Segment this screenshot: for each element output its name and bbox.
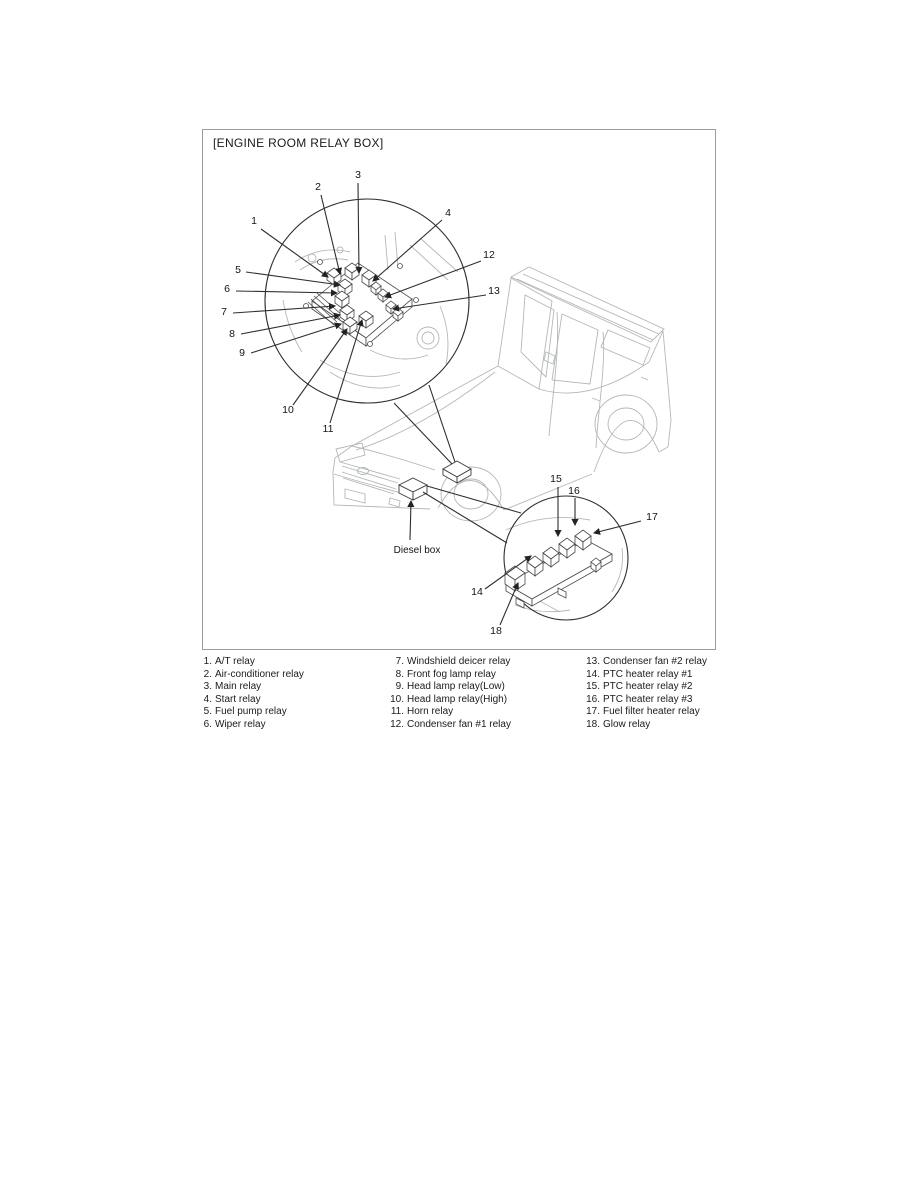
legend-item: 16. PTC heater relay #3 [586,693,693,705]
diesel-box-label: Diesel box [393,545,441,556]
legend-item: 17. Fuel filter heater relay [586,706,700,718]
legend-item: 7. Windshield deicer relay [395,656,511,667]
legend-label: Head lamp relay(Low) [407,681,505,693]
legend-item: 4. Start relay [203,693,261,705]
legend-label: Glow relay [603,718,651,730]
legend-item: 8. Front fog lamp relay [395,668,496,680]
legend-label: Windshield deicer relay [407,656,511,667]
callout-number-15: 15 [550,473,562,485]
legend-item: 3. Main relay [203,681,262,693]
legend-item: 2. Air-conditioner relay [203,668,304,680]
diesel-box-marker [399,478,427,500]
legend-label: Condenser fan #2 relay [603,656,707,667]
callout-number-13: 13 [488,285,500,297]
legend-item: 18. Glow relay [586,718,651,730]
legend-item: 5. Fuel pump relay [203,706,287,718]
diagram-title: [ENGINE ROOM RELAY BOX] [213,136,384,150]
legend-column-2 [388,656,511,732]
legend-label: Air-conditioner relay [215,668,304,680]
callout-number-18: 18 [490,625,502,637]
legend-item: 14. PTC heater relay #1 [586,668,693,680]
legend-label: Start relay [215,693,261,705]
legend-item: 11. Horn relay [390,706,454,718]
legend-item: 12. Condenser fan #1 relay [390,718,511,730]
legend-label: PTC heater relay #1 [603,668,693,680]
callout-number-9: 9 [239,347,245,359]
legend-label: Condenser fan #1 relay [407,718,511,730]
legend-label: PTC heater relay #2 [603,681,693,693]
callout-number-1: 1 [251,215,257,227]
legend-label: Fuel filter heater relay [603,706,700,718]
callout-number-11: 11 [322,423,334,435]
callout-number-10: 10 [282,404,294,416]
legend-label: PTC heater relay #3 [603,693,693,705]
legend-label: Wiper relay [215,718,266,730]
legend-item: 10. Head lamp relay(High) [390,693,508,705]
legend-column-1 [203,656,304,732]
legend-item: 9. Head lamp relay(Low) [395,681,505,693]
callout-number-17: 17 [646,511,658,523]
legend-item: 13. Condenser fan #2 relay [586,656,707,667]
magnifier-leader-lines-diesel-box [423,486,521,543]
callout-number-5: 5 [235,264,241,276]
callout-number-16: 16 [568,485,580,497]
legend-label: Front fog lamp relay [407,668,496,680]
legend-label: Fuel pump relay [215,706,287,718]
callout-number-6: 6 [224,283,230,295]
callout-number-2: 2 [315,181,321,193]
legend-label: Head lamp relay(High) [407,693,508,705]
legend-label: Horn relay [407,706,454,718]
legend-item: 6. Wiper relay [203,718,266,730]
legend-item: 1. A/T relay [203,656,255,667]
legend-item: 15. PTC heater relay #2 [586,681,693,693]
legend-label: Main relay [215,681,262,693]
callout-number-3: 3 [355,169,361,181]
diesel-relay-cluster [505,530,612,608]
callout-number-4: 4 [445,207,451,219]
callout-number-14: 14 [471,586,483,598]
legend-column-3 [584,656,707,732]
callout-number-7: 7 [221,306,227,318]
legend-label: A/T relay [215,656,255,667]
callout-number-8: 8 [229,328,235,340]
engine-room-relay-cluster [304,260,419,347]
callout-number-12: 12 [483,249,495,261]
